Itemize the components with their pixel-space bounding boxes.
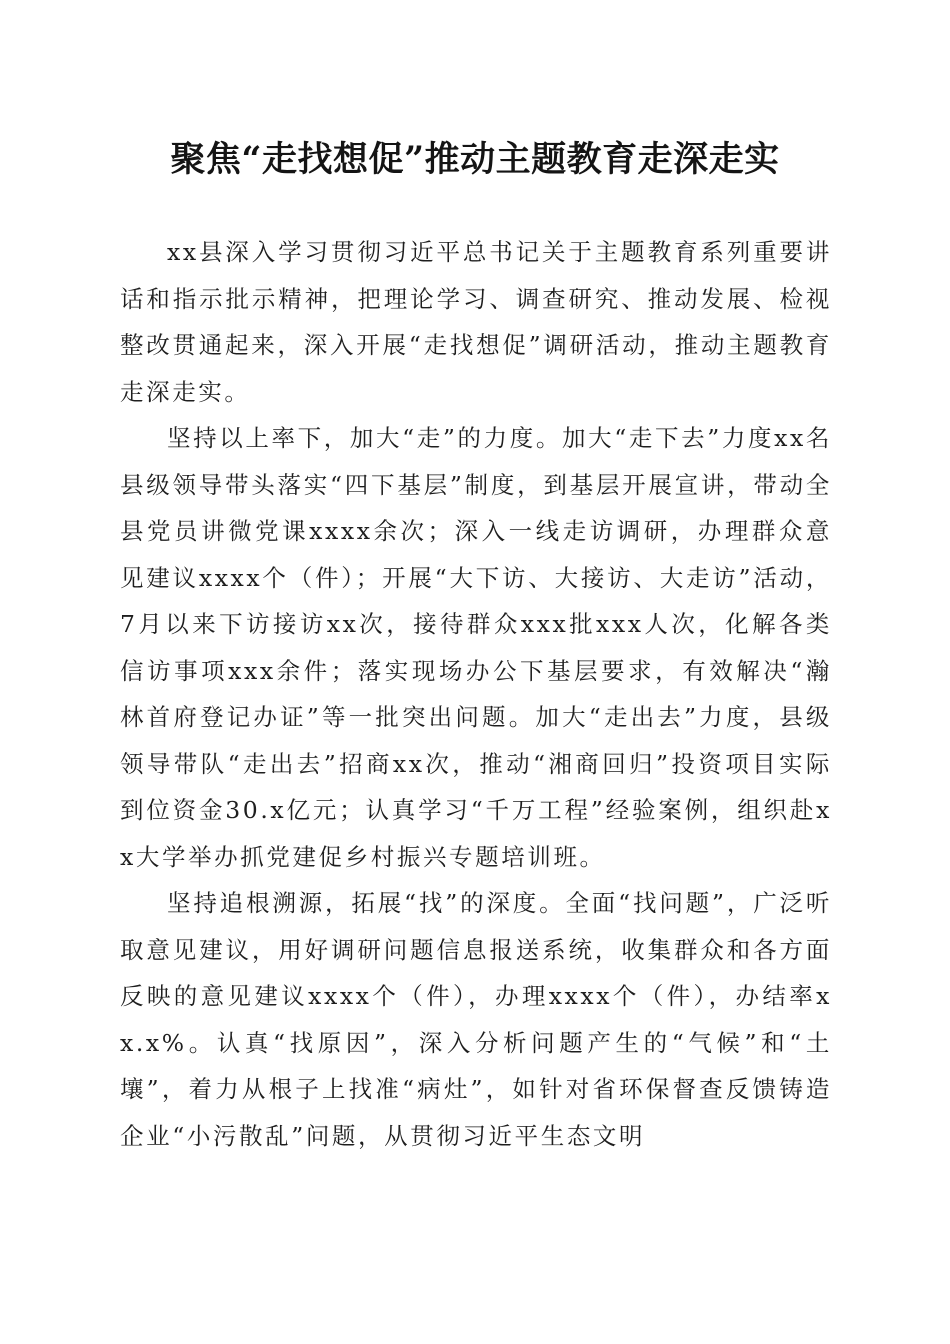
paragraph-intro: xx县深入学习贯彻习近平总书记关于主题教育系列重要讲话和指示批示精神，把理论学习、调查研究、推动发展、检视整改贯通起来，深入开展“走找想促”调研活动，推动主题教育走深走实。 [120,238,832,406]
paragraph-zhao: 坚持追根溯源，拓展“找”的深度。全面“找问题”，广泛听取意见建议，用好调研问题信息报送系统，收集群众和各方面反映的意见建议xxxx个（件），办理xxxx个（件），办结率xx.x%。认真“找原因”，深入分析问题产生的“气候”和“土壤”，着力从根子上找准“病灶”，如针对省环保督查反馈铸造企业“小污散乱”问题，从贯彻习近平生态文明 [120,889,832,1150]
document-title: 聚焦“走找想促”推动主题教育走深走实 [170,139,780,180]
paragraph-zou: 坚持以上率下，加大“走”的力度。加大“走下去”力度xx名县级领导带头落实“四下基层”制度，到基层开展宣讲，带动全县党员讲微党课xxxx余次；深入一线走访调研，办理群众意见建议xxxx个（件）；开展“大下访、大接访、大走访”活动，7月以来下访接访xx次，接待群众xxx批xxx人次，化解各类信访事项xxx余件；落实现场办公下基层要求，有效解决“瀚林首府登记办证”等一批突出问题。加大“走出去”力度，县级领导带队“走出去”招商xx次，推动“湘商回归”投资项目实际到位资金30.x亿元；认真学习“千万工程”经验案例，组织赴xx大学举办抓党建促乡村振兴专题培训班。 [120,424,832,871]
document-body [120,229,832,1159]
